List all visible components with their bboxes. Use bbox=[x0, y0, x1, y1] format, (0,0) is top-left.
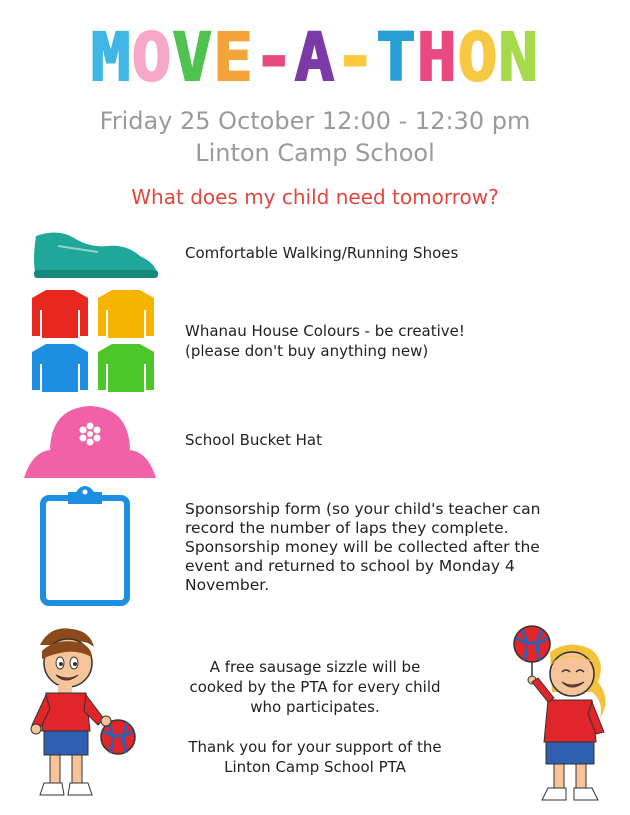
title-letter: E bbox=[213, 19, 254, 96]
title-letter: V bbox=[172, 19, 214, 96]
title-letter: H bbox=[416, 19, 458, 96]
event-date-time: Friday 25 October 12:00 - 12:30 pm bbox=[99, 107, 531, 135]
question-heading: What does my child need tomorrow? bbox=[131, 185, 499, 209]
title-letter: T bbox=[376, 19, 417, 96]
title-letter: - bbox=[335, 19, 377, 96]
page-title bbox=[0, 18, 630, 98]
item-sponsorship-line1: Sponsorship form (so your child's teacher can bbox=[185, 500, 541, 518]
clipboard-icon bbox=[40, 486, 130, 606]
sizzle-line3: who participates. bbox=[250, 698, 380, 716]
title-letter: O bbox=[457, 19, 499, 96]
boy-illustration bbox=[10, 625, 140, 805]
item-house-colours-line1: Whanau House Colours - be creative! bbox=[185, 322, 465, 340]
item-hat-text: School Bucket Hat bbox=[185, 431, 322, 449]
title-letter: A bbox=[294, 19, 336, 96]
title-letter: O bbox=[131, 19, 173, 96]
sizzle-line1: A free sausage sizzle will be bbox=[209, 658, 421, 676]
item-house-colours-line2: (please don't buy anything new) bbox=[185, 342, 429, 360]
shoe-icon bbox=[28, 222, 160, 282]
event-school-name: Linton Camp School bbox=[195, 139, 435, 167]
sizzle-line2: cooked by the PTA for every child bbox=[189, 678, 441, 696]
thanks-line2: Linton Camp School PTA bbox=[224, 758, 406, 776]
item-shoes-text: Comfortable Walking/Running Shoes bbox=[185, 244, 459, 262]
item-sponsorship-line2: record the number of laps they complete. bbox=[185, 519, 509, 537]
title-letter: M bbox=[90, 19, 132, 96]
thanks-line1: Thank you for your support of the bbox=[188, 738, 442, 756]
hat-icon bbox=[22, 402, 158, 480]
title-letter: N bbox=[498, 19, 540, 96]
girl-illustration bbox=[500, 622, 620, 807]
item-sponsorship-line5: November. bbox=[185, 576, 270, 594]
title-letter: - bbox=[253, 19, 295, 96]
item-sponsorship-line4: event and returned to school by Monday 4 bbox=[185, 557, 515, 575]
shirts-icon bbox=[30, 288, 160, 394]
item-sponsorship-line3: Sponsorship money will be collected after the bbox=[185, 538, 540, 556]
